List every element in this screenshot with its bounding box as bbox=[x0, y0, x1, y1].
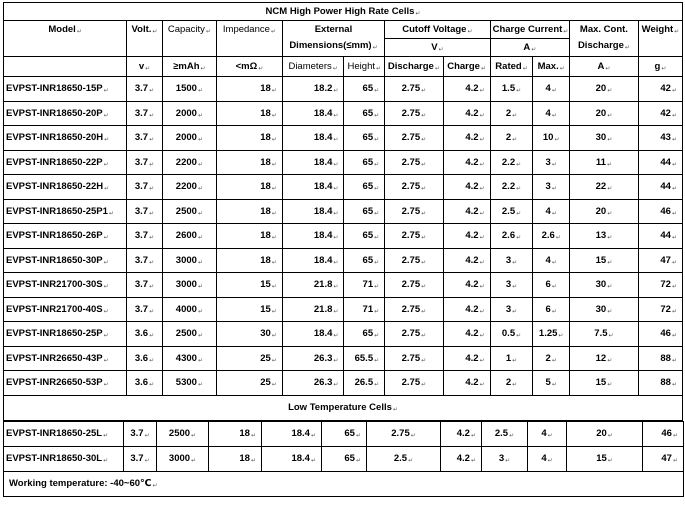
charge-cell: 4.2 ↵ bbox=[443, 371, 490, 396]
weight-cell: 72 ↵ bbox=[638, 297, 682, 322]
max-cell: 3 ↵ bbox=[533, 150, 570, 175]
charge-cell: 4.2 ↵ bbox=[443, 150, 490, 175]
capacity-cell: 2500 ↵ bbox=[162, 199, 216, 224]
discharge-cell: 2.75 ↵ bbox=[385, 126, 443, 151]
height-cell: 65 ↵ bbox=[344, 101, 385, 126]
charge-cell: 4.2 ↵ bbox=[443, 248, 490, 273]
impedance-cell: 15 ↵ bbox=[217, 297, 283, 322]
rated-cell: 2.5 ↵ bbox=[490, 199, 533, 224]
subheader-rated: Rated ↵ bbox=[490, 57, 533, 77]
subheader-max: Max. ↵ bbox=[533, 57, 570, 77]
weight-cell: 44 ↵ bbox=[638, 150, 682, 175]
max-discharge-cell: 30 ↵ bbox=[569, 126, 638, 151]
volt-cell: 3.6 ↵ bbox=[127, 322, 163, 347]
max-discharge-cell: 11 ↵ bbox=[569, 150, 638, 175]
weight-cell: 88 ↵ bbox=[638, 346, 682, 371]
subheader-impedance-unit: <mΩ ↵ bbox=[217, 57, 283, 77]
low-temp-section-title: Low Temperature Cells ↵ bbox=[4, 395, 683, 420]
capacity-cell: 1500 ↵ bbox=[162, 77, 216, 102]
height-cell: 65 ↵ bbox=[344, 175, 385, 200]
capacity-cell: 3000 ↵ bbox=[162, 273, 216, 298]
impedance-cell: 18 ↵ bbox=[217, 77, 283, 102]
discharge-cell: 2.75 ↵ bbox=[385, 346, 443, 371]
header-weight: Weight ↵ bbox=[638, 21, 682, 57]
weight-cell: 42 ↵ bbox=[638, 77, 682, 102]
height-cell: 65 ↵ bbox=[344, 248, 385, 273]
rated-cell: 2.2 ↵ bbox=[490, 150, 533, 175]
model-cell: EVPST-INR18650-25L ↵ bbox=[4, 421, 124, 446]
weight-cell: 72 ↵ bbox=[638, 273, 682, 298]
max-discharge-cell: 12 ↵ bbox=[569, 346, 638, 371]
charge-cell: 4.2 ↵ bbox=[441, 421, 482, 446]
weight-cell: 46 ↵ bbox=[638, 199, 682, 224]
discharge-cell: 2.75 ↵ bbox=[385, 371, 443, 396]
impedance-cell: 25 ↵ bbox=[217, 346, 283, 371]
impedance-cell: 18 ↵ bbox=[209, 421, 262, 446]
table-row bbox=[4, 297, 683, 322]
capacity-cell: 2500 ↵ bbox=[162, 322, 216, 347]
weight-cell: 47 ↵ bbox=[638, 248, 682, 273]
max-cell: 10 ↵ bbox=[533, 126, 570, 151]
weight-cell: 43 ↵ bbox=[638, 126, 682, 151]
discharge-cell: 2.75 ↵ bbox=[385, 199, 443, 224]
capacity-cell: 2000 ↵ bbox=[162, 101, 216, 126]
footer-row bbox=[4, 471, 684, 496]
rated-cell: 3 ↵ bbox=[482, 446, 528, 471]
height-cell: 71 ↵ bbox=[344, 273, 385, 298]
max-discharge-cell: 15 ↵ bbox=[569, 371, 638, 396]
table-row bbox=[4, 77, 683, 102]
impedance-cell: 18 ↵ bbox=[209, 446, 262, 471]
subheader-row bbox=[4, 57, 683, 77]
capacity-cell: 3000 ↵ bbox=[162, 248, 216, 273]
low-temp-row bbox=[4, 446, 684, 471]
table-row bbox=[4, 346, 683, 371]
header-model: Model ↵ bbox=[4, 21, 127, 57]
max-cell: 4 ↵ bbox=[528, 446, 567, 471]
max-discharge-cell: 20 ↵ bbox=[567, 421, 643, 446]
model-cell: EVPST-INR18650-26P ↵ bbox=[4, 224, 127, 249]
diameter-cell: 18.4 ↵ bbox=[262, 421, 322, 446]
discharge-cell: 2.75 ↵ bbox=[385, 297, 443, 322]
diameter-cell: 18.4 ↵ bbox=[282, 224, 344, 249]
header-row-1 bbox=[4, 21, 683, 39]
volt-cell: 3.7 ↵ bbox=[127, 150, 163, 175]
table-row bbox=[4, 371, 683, 396]
table-row bbox=[4, 150, 683, 175]
header-charge-unit: A ↵ bbox=[490, 39, 569, 57]
header-max-discharge: Max. Cont. Discharge ↵ bbox=[569, 21, 638, 57]
capacity-cell: 2600 ↵ bbox=[162, 224, 216, 249]
volt-cell: 3.7 ↵ bbox=[127, 126, 163, 151]
diameter-cell: 18.4 ↵ bbox=[282, 175, 344, 200]
weight-cell: 46 ↵ bbox=[643, 421, 684, 446]
model-cell: EVPST-INR18650-25P ↵ bbox=[4, 322, 127, 347]
rated-cell: 0.5 ↵ bbox=[490, 322, 533, 347]
weight-cell: 47 ↵ bbox=[643, 446, 684, 471]
charge-cell: 4.2 ↵ bbox=[443, 199, 490, 224]
subheader-weight-unit: g ↵ bbox=[638, 57, 682, 77]
header-capacity: Capacity ↵ bbox=[162, 21, 216, 57]
max-cell: 4 ↵ bbox=[528, 421, 567, 446]
header-impedance: Impedance ↵ bbox=[217, 21, 283, 57]
diameter-cell: 18.4 ↵ bbox=[282, 248, 344, 273]
diameter-cell: 21.8 ↵ bbox=[282, 297, 344, 322]
model-cell: EVPST-INR18650-15P ↵ bbox=[4, 77, 127, 102]
volt-cell: 3.7 ↵ bbox=[124, 446, 157, 471]
max-discharge-cell: 13 ↵ bbox=[569, 224, 638, 249]
diameter-cell: 18.4 ↵ bbox=[282, 199, 344, 224]
discharge-cell: 2.75 ↵ bbox=[385, 77, 443, 102]
model-cell: EVPST-INR18650-20P ↵ bbox=[4, 101, 127, 126]
diameter-cell: 21.8 ↵ bbox=[282, 273, 344, 298]
model-cell: EVPST-INR18650-25P1 ↵ bbox=[4, 199, 127, 224]
table-row bbox=[4, 101, 683, 126]
model-cell: EVPST-INR21700-30S ↵ bbox=[4, 273, 127, 298]
weight-cell: 42 ↵ bbox=[638, 101, 682, 126]
impedance-cell: 15 ↵ bbox=[217, 273, 283, 298]
discharge-cell: 2.75 ↵ bbox=[385, 322, 443, 347]
diameter-cell: 18.4 ↵ bbox=[282, 126, 344, 151]
impedance-cell: 30 ↵ bbox=[217, 322, 283, 347]
max-cell: 4 ↵ bbox=[533, 77, 570, 102]
rated-cell: 2 ↵ bbox=[490, 371, 533, 396]
diameter-cell: 18.4 ↵ bbox=[262, 446, 322, 471]
subheader-volt-unit: v ↵ bbox=[127, 57, 163, 77]
discharge-cell: 2.75 ↵ bbox=[385, 175, 443, 200]
subheader-height: Height ↵ bbox=[344, 57, 385, 77]
rated-cell: 2 ↵ bbox=[490, 101, 533, 126]
cells-spec-table bbox=[3, 2, 683, 421]
impedance-cell: 18 ↵ bbox=[217, 224, 283, 249]
header-charge-current: Charge Current ↵ bbox=[490, 21, 569, 39]
weight-cell: 88 ↵ bbox=[638, 371, 682, 396]
header-volt: Volt. ↵ bbox=[127, 21, 163, 57]
charge-cell: 4.2 ↵ bbox=[443, 273, 490, 298]
charge-cell: 4.2 ↵ bbox=[443, 101, 490, 126]
charge-cell: 4.2 ↵ bbox=[443, 346, 490, 371]
volt-cell: 3.7 ↵ bbox=[127, 77, 163, 102]
max-discharge-cell: 20 ↵ bbox=[569, 77, 638, 102]
weight-cell: 44 ↵ bbox=[638, 224, 682, 249]
capacity-cell: 2500 ↵ bbox=[157, 421, 209, 446]
model-cell: EVPST-INR26650-53P ↵ bbox=[4, 371, 127, 396]
charge-cell: 4.2 ↵ bbox=[443, 297, 490, 322]
header-external-dimensions: External Dimensions(≤mm) ↵ bbox=[282, 21, 384, 57]
max-cell: 4 ↵ bbox=[533, 199, 570, 224]
max-discharge-cell: 22 ↵ bbox=[569, 175, 638, 200]
max-cell: 6 ↵ bbox=[533, 273, 570, 298]
low-temp-table bbox=[3, 421, 684, 497]
max-discharge-cell: 20 ↵ bbox=[569, 199, 638, 224]
max-cell: 2.6 ↵ bbox=[533, 224, 570, 249]
height-cell: 65 ↵ bbox=[344, 224, 385, 249]
volt-cell: 3.6 ↵ bbox=[127, 371, 163, 396]
subheader-discharge: Discharge ↵ bbox=[385, 57, 443, 77]
rated-cell: 2.6 ↵ bbox=[490, 224, 533, 249]
height-cell: 65 ↵ bbox=[322, 421, 367, 446]
height-cell: 65 ↵ bbox=[344, 199, 385, 224]
capacity-cell: 2000 ↵ bbox=[162, 126, 216, 151]
subheader-capacity-unit: ≥mAh ↵ bbox=[162, 57, 216, 77]
height-cell: 71 ↵ bbox=[344, 297, 385, 322]
low-temp-section-row bbox=[4, 395, 683, 420]
max-discharge-cell: 30 ↵ bbox=[569, 273, 638, 298]
header-cutoff-unit: V ↵ bbox=[385, 39, 490, 57]
discharge-cell: 2.75 ↵ bbox=[385, 273, 443, 298]
rated-cell: 2.5 ↵ bbox=[482, 421, 528, 446]
table-row bbox=[4, 199, 683, 224]
table-row bbox=[4, 248, 683, 273]
max-discharge-cell: 30 ↵ bbox=[569, 297, 638, 322]
model-cell: EVPST-INR18650-22H ↵ bbox=[4, 175, 127, 200]
capacity-cell: 4000 ↵ bbox=[162, 297, 216, 322]
charge-cell: 4.2 ↵ bbox=[443, 175, 490, 200]
volt-cell: 3.7 ↵ bbox=[127, 297, 163, 322]
height-cell: 26.5 ↵ bbox=[344, 371, 385, 396]
charge-cell: 4.2 ↵ bbox=[443, 322, 490, 347]
height-cell: 65 ↵ bbox=[322, 446, 367, 471]
height-cell: 65.5 ↵ bbox=[344, 346, 385, 371]
model-cell: EVPST-INR18650-22P ↵ bbox=[4, 150, 127, 175]
height-cell: 65 ↵ bbox=[344, 126, 385, 151]
charge-cell: 4.2 ↵ bbox=[441, 446, 482, 471]
table-row bbox=[4, 273, 683, 298]
rated-cell: 3 ↵ bbox=[490, 273, 533, 298]
model-cell: EVPST-INR21700-40S ↵ bbox=[4, 297, 127, 322]
rated-cell: 2.2 ↵ bbox=[490, 175, 533, 200]
diameter-cell: 26.3 ↵ bbox=[282, 346, 344, 371]
impedance-cell: 18 ↵ bbox=[217, 199, 283, 224]
subheader-empty bbox=[4, 57, 127, 77]
table-row bbox=[4, 126, 683, 151]
max-cell: 4 ↵ bbox=[533, 101, 570, 126]
diameter-cell: 26.3 ↵ bbox=[282, 371, 344, 396]
capacity-cell: 3000 ↵ bbox=[157, 446, 209, 471]
rated-cell: 1.5 ↵ bbox=[490, 77, 533, 102]
volt-cell: 3.7 ↵ bbox=[127, 101, 163, 126]
volt-cell: 3.7 ↵ bbox=[127, 175, 163, 200]
discharge-cell: 2.75 ↵ bbox=[385, 224, 443, 249]
max-cell: 4 ↵ bbox=[533, 248, 570, 273]
height-cell: 65 ↵ bbox=[344, 150, 385, 175]
capacity-cell: 5300 ↵ bbox=[162, 371, 216, 396]
table-row bbox=[4, 224, 683, 249]
subheader-charge: Charge ↵ bbox=[443, 57, 490, 77]
volt-cell: 3.7 ↵ bbox=[127, 199, 163, 224]
model-cell: EVPST-INR18650-20H ↵ bbox=[4, 126, 127, 151]
rated-cell: 3 ↵ bbox=[490, 297, 533, 322]
volt-cell: 3.7 ↵ bbox=[127, 224, 163, 249]
rated-cell: 2 ↵ bbox=[490, 126, 533, 151]
diameter-cell: 18.4 ↵ bbox=[282, 150, 344, 175]
table-title: NCM High Power High Rate Cells ↵ bbox=[4, 3, 683, 21]
discharge-cell: 2.75 ↵ bbox=[385, 248, 443, 273]
table-row bbox=[4, 175, 683, 200]
rated-cell: 1 ↵ bbox=[490, 346, 533, 371]
discharge-cell: 2.75 ↵ bbox=[385, 101, 443, 126]
charge-cell: 4.2 ↵ bbox=[443, 77, 490, 102]
max-cell: 6 ↵ bbox=[533, 297, 570, 322]
discharge-cell: 2.75 ↵ bbox=[385, 150, 443, 175]
charge-cell: 4.2 ↵ bbox=[443, 224, 490, 249]
max-discharge-cell: 15 ↵ bbox=[569, 248, 638, 273]
height-cell: 65 ↵ bbox=[344, 77, 385, 102]
capacity-cell: 2200 ↵ bbox=[162, 175, 216, 200]
impedance-cell: 25 ↵ bbox=[217, 371, 283, 396]
title-row bbox=[4, 3, 683, 21]
charge-cell: 4.2 ↵ bbox=[443, 126, 490, 151]
impedance-cell: 18 ↵ bbox=[217, 150, 283, 175]
capacity-cell: 2200 ↵ bbox=[162, 150, 216, 175]
max-cell: 3 ↵ bbox=[533, 175, 570, 200]
volt-cell: 3.7 ↵ bbox=[127, 273, 163, 298]
volt-cell: 3.6 ↵ bbox=[127, 346, 163, 371]
weight-cell: 46 ↵ bbox=[638, 322, 682, 347]
max-discharge-cell: 15 ↵ bbox=[567, 446, 643, 471]
spec-sheet bbox=[3, 2, 683, 497]
diameter-cell: 18.2 ↵ bbox=[282, 77, 344, 102]
volt-cell: 3.7 ↵ bbox=[127, 248, 163, 273]
max-cell: 5 ↵ bbox=[533, 371, 570, 396]
subheader-diameters: Diameters ↵ bbox=[282, 57, 344, 77]
weight-cell: 44 ↵ bbox=[638, 175, 682, 200]
max-discharge-cell: 7.5 ↵ bbox=[569, 322, 638, 347]
working-temperature-note: Working temperature: -40~60℃ ↵ bbox=[4, 471, 684, 496]
rated-cell: 3 ↵ bbox=[490, 248, 533, 273]
discharge-cell: 2.5 ↵ bbox=[367, 446, 441, 471]
capacity-cell: 4300 ↵ bbox=[162, 346, 216, 371]
impedance-cell: 18 ↵ bbox=[217, 248, 283, 273]
impedance-cell: 18 ↵ bbox=[217, 126, 283, 151]
max-discharge-cell: 20 ↵ bbox=[569, 101, 638, 126]
diameter-cell: 18.4 ↵ bbox=[282, 101, 344, 126]
max-cell: 2 ↵ bbox=[533, 346, 570, 371]
height-cell: 65 ↵ bbox=[344, 322, 385, 347]
model-cell: EVPST-INR18650-30L ↵ bbox=[4, 446, 124, 471]
low-temp-row bbox=[4, 421, 684, 446]
subheader-discharge-unit: A ↵ bbox=[569, 57, 638, 77]
impedance-cell: 18 ↵ bbox=[217, 175, 283, 200]
table-row bbox=[4, 322, 683, 347]
diameter-cell: 18.4 ↵ bbox=[282, 322, 344, 347]
impedance-cell: 18 ↵ bbox=[217, 101, 283, 126]
discharge-cell: 2.75 ↵ bbox=[367, 421, 441, 446]
model-cell: EVPST-INR18650-30P ↵ bbox=[4, 248, 127, 273]
header-cutoff-voltage: Cutoff Voltage ↵ bbox=[385, 21, 490, 39]
volt-cell: 3.7 ↵ bbox=[124, 421, 157, 446]
model-cell: EVPST-INR26650-43P ↵ bbox=[4, 346, 127, 371]
max-cell: 1.25 ↵ bbox=[533, 322, 570, 347]
